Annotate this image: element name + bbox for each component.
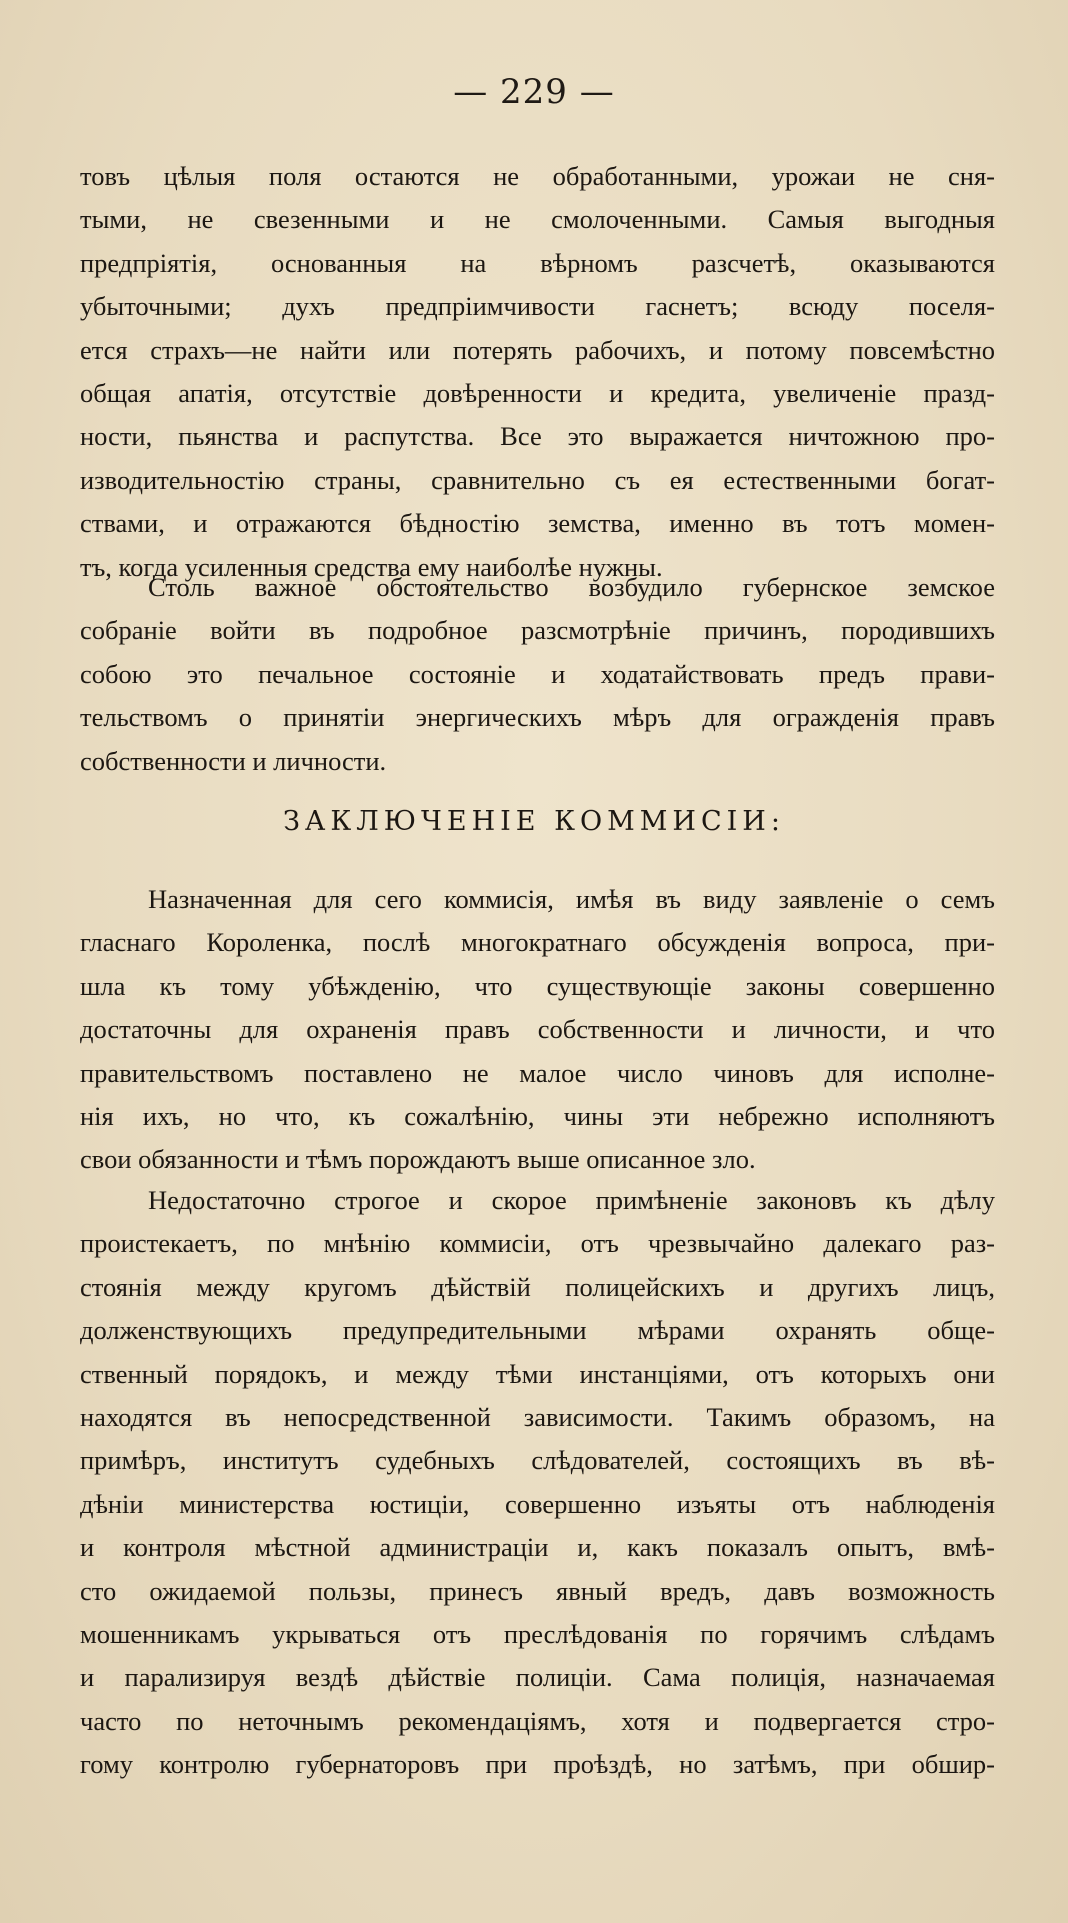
paragraph-4	[80, 1179, 995, 1786]
text-line: тъ, когда усиленныя средства ему наиболѣе нужны.	[80, 551, 663, 582]
section-heading: ЗАКЛЮЧЕНІЕ КОММИСІИ:	[283, 806, 785, 837]
text-line: гласнаго Короленка, послѣ многократнаго обсужденія вопроса, при-	[80, 927, 995, 958]
text-line: проистекаетъ, по мнѣнію коммисіи, отъ чрезвычайно далекаго раз-	[80, 1228, 995, 1259]
text-line: долженствующихъ предупредительными мѣрами охранять обще-	[80, 1315, 995, 1346]
text-line: дѣніи министерства юстиціи, совершенно изъяты отъ наблюденія	[80, 1488, 995, 1519]
text-line: правительствомъ поставлено не малое число чиновъ для исполне-	[80, 1057, 995, 1088]
text-line: изводительностію страны, сравнительно съ ея естественными богат-	[80, 464, 995, 495]
text-line: Назначенная для сего коммисія, имѣя въ виду заявленіе о семъ	[148, 884, 995, 914]
text-line: Недостаточно строгое и скорое примѣненіе законовъ къ дѣлу	[148, 1185, 995, 1215]
text-line: и контроля мѣстной администраціи и, какъ показалъ опытъ, вмѣ-	[80, 1532, 995, 1563]
text-line: гому контролю губернаторовъ при проѣздѣ, но затѣмъ, при обшир-	[80, 1749, 995, 1780]
text-line: собою это печальное состояніе и ходатайствовать предъ прави-	[80, 658, 995, 689]
text-line: часто по неточнымъ рекомендаціямъ, хотя и подвергается стро-	[80, 1705, 995, 1736]
paragraph-3	[80, 878, 995, 1182]
text-line: ственный порядокъ, и между тѣми инстанціями, отъ которыхъ они	[80, 1358, 995, 1389]
text-line: убыточными; духъ предпріимчивости гаснетъ; всюду поселя-	[80, 291, 995, 322]
text-line: тыми, не свезенными и не смолоченными. Самыя выгодныя	[80, 204, 995, 235]
text-line: собственности и личности.	[80, 745, 387, 776]
text-line: примѣръ, институтъ судебныхъ слѣдователей, состоящихъ въ вѣ-	[80, 1445, 995, 1476]
text-line: достаточны для охраненія правъ собственности и личности, и что	[80, 1014, 995, 1045]
text-line: стоянія между кругомъ дѣйствій полицейскихъ и другихъ лицъ,	[80, 1271, 995, 1302]
text-line: свои обязанности и тѣмъ порождаютъ выше описанное зло.	[80, 1144, 756, 1175]
text-line: товъ цѣлыя поля остаются не обработанными, урожаи не сня-	[80, 161, 995, 191]
text-line: и парализируя вездѣ дѣйствіе полиціи. Сама полиція, назначаемая	[80, 1662, 995, 1693]
paragraph-2	[80, 566, 995, 783]
text-line: шла къ тому убѣжденію, что существующіе законы совершенно	[80, 970, 995, 1001]
text-line: ствами, и отражаются бѣдностію земства, именно въ тотъ момен-	[80, 508, 995, 539]
text-line: мошенникамъ укрываться отъ преслѣдованія по горячимъ слѣдамъ	[80, 1618, 995, 1649]
text-line: предпріятія, основанныя на вѣрномъ разсчетѣ, оказываются	[80, 247, 995, 278]
text-line: находятся въ непосредственной зависимости. Такимъ образомъ, на	[80, 1401, 995, 1432]
text-line: собраніе войти въ подробное разсмотрѣніе причинъ, породившихъ	[80, 615, 995, 646]
text-line: ется страхъ—не найти или потерять рабочихъ, и потому повсемѣстно	[80, 334, 995, 365]
text-line: тельствомъ о принятіи энергическихъ мѣръ для огражденія правъ	[80, 702, 995, 733]
text-line: ности, пьянства и распутства. Все это выражается ничтожною про-	[80, 421, 995, 452]
text-line: общая апатія, отсутствіе довѣренности и кредита, увеличеніе празд-	[80, 377, 995, 408]
page-number: — 229 —	[453, 72, 615, 112]
text-line: сто ожидаемой пользы, принесъ явный вредъ, давъ возможность	[80, 1575, 995, 1606]
paragraph-1	[80, 155, 995, 589]
text-line: нія ихъ, но что, къ сожалѣнію, чины эти небрежно исполняютъ	[80, 1100, 995, 1131]
text-line: Столь важное обстоятельство возбудило губернское земское	[148, 572, 995, 602]
